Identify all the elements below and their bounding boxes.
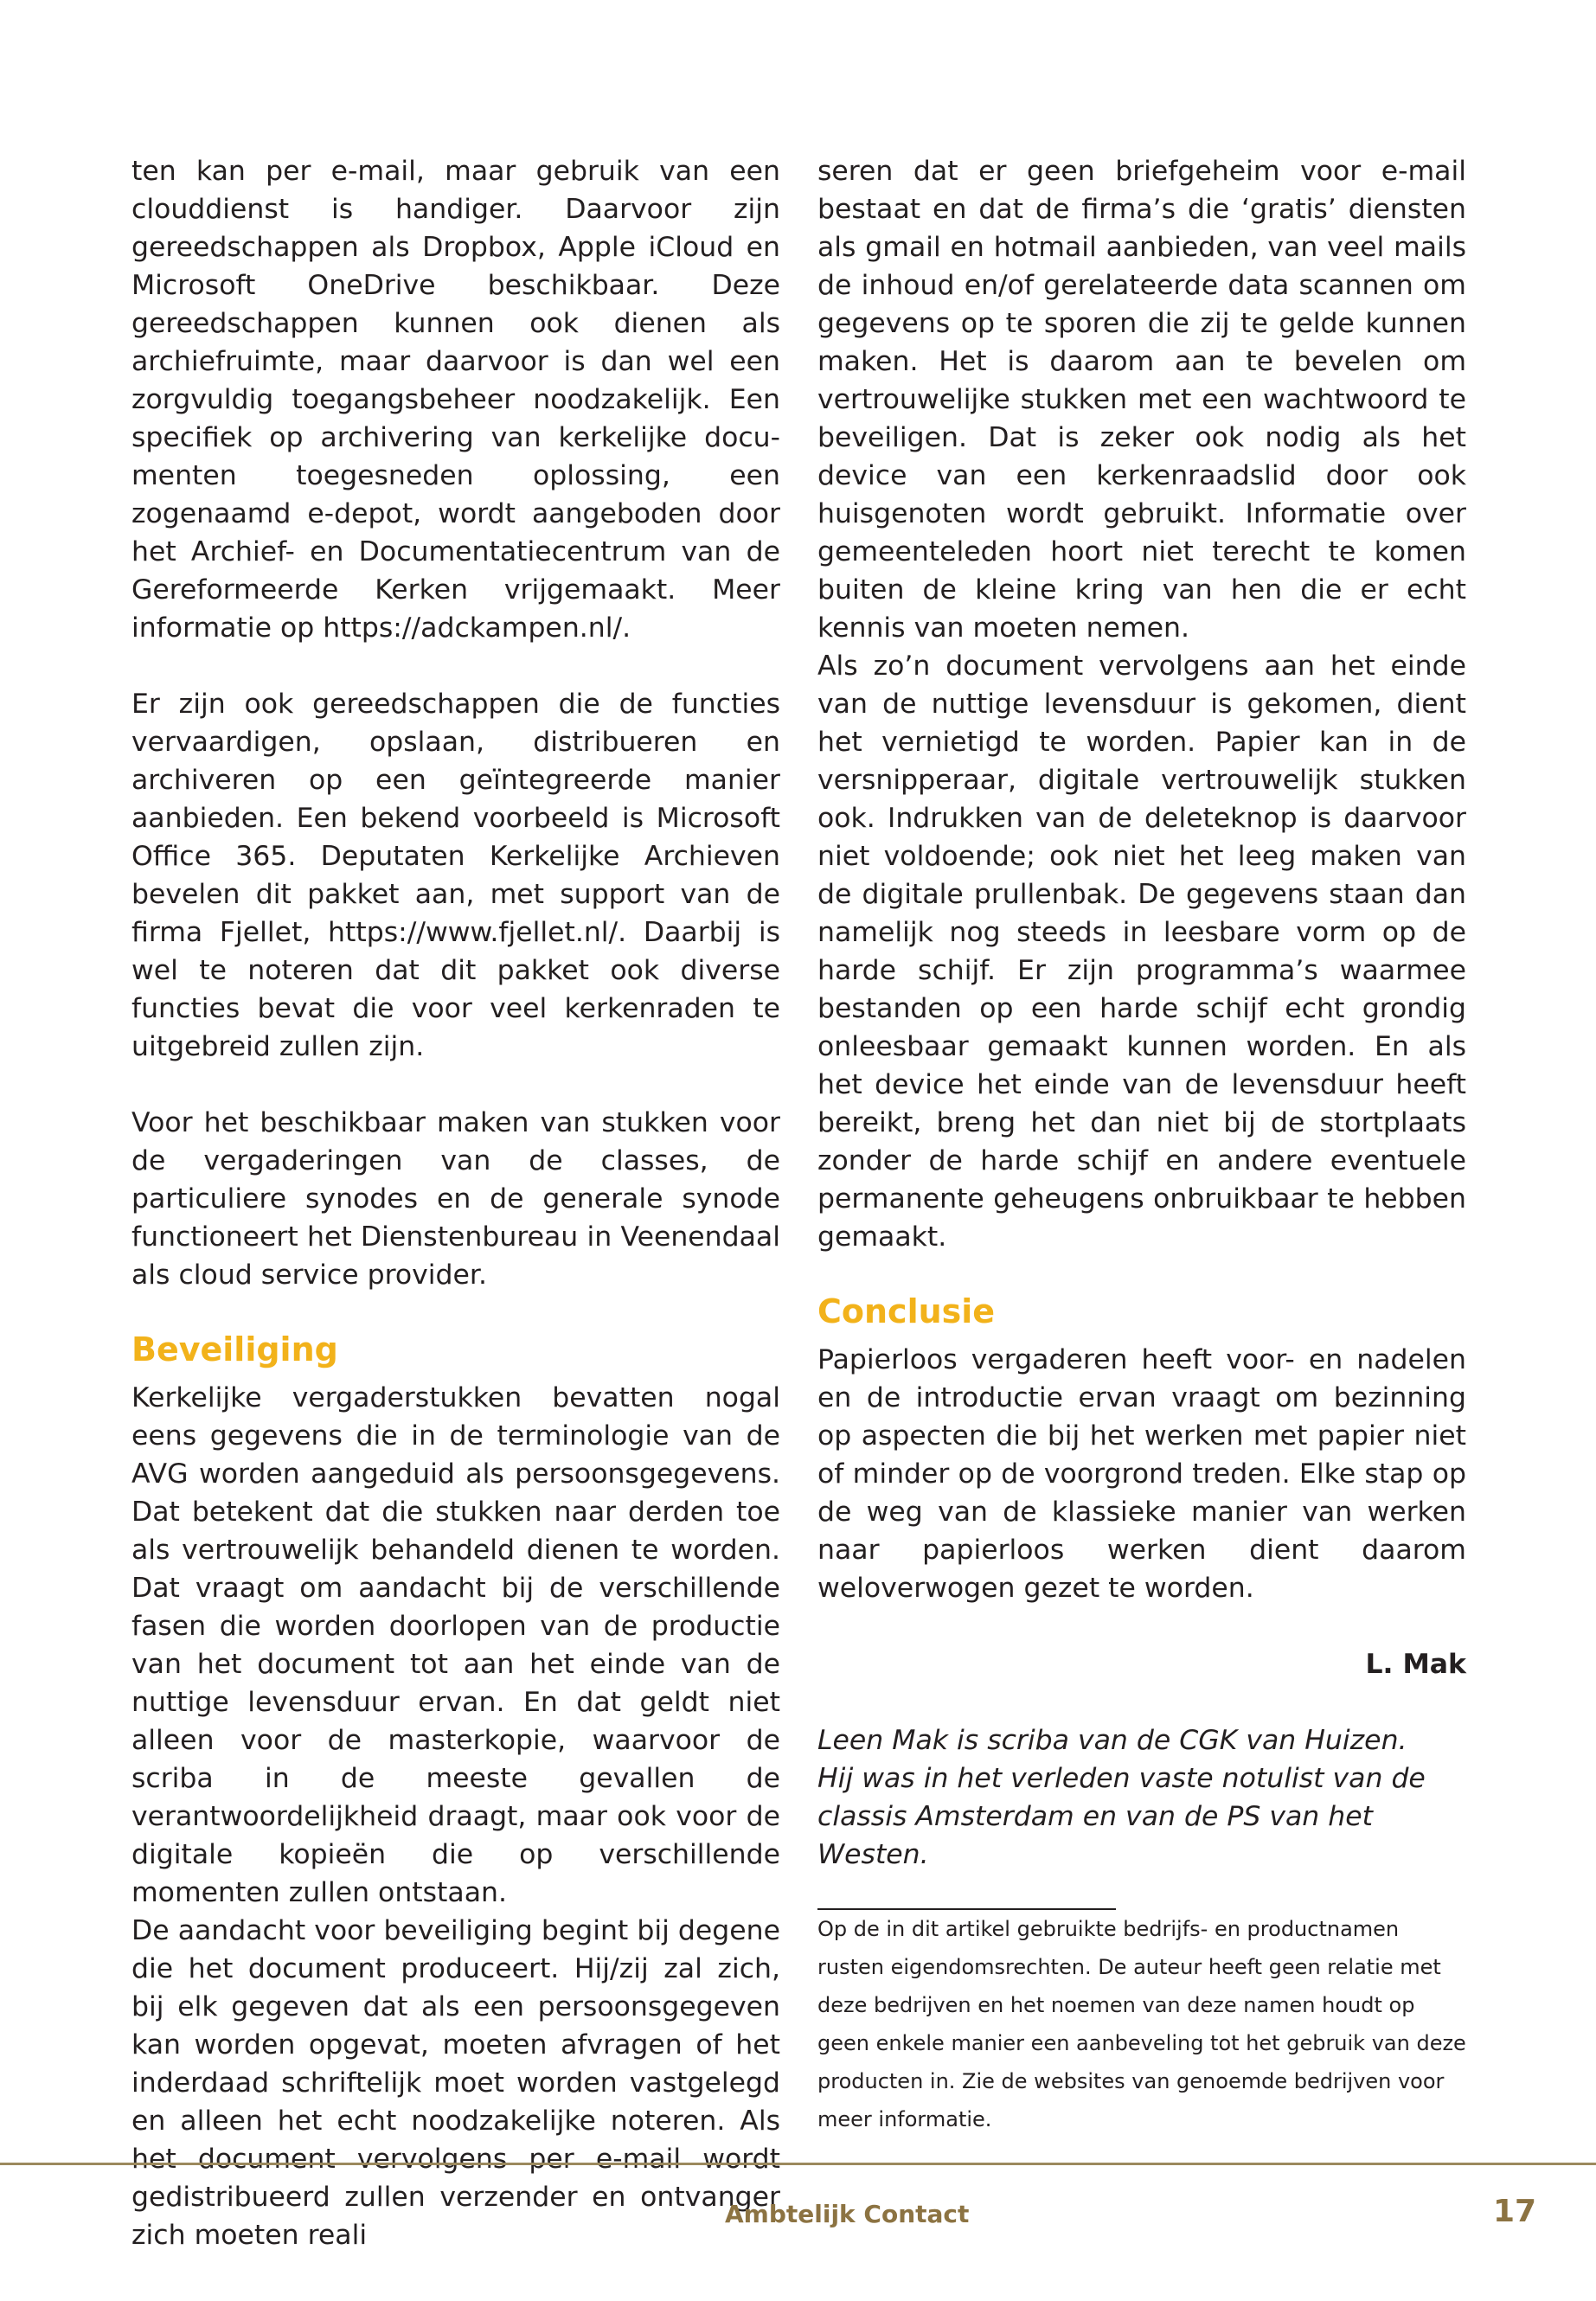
- footnote: Op de in dit artikel gebruikte bedrijfs- en productnamen rusten eigendomsrechten. De auteur heeft geen relatie met deze bedrijven en het noemen van deze namen houdt op geen enkele manier een aanbeveling tot het gebruik van deze producten in. Zie de websites van genoemde bedrijven voor meer informatie.: [817, 1917, 1466, 2131]
- author-bio-line: Hij was in het verleden vaste notulist van de classis Amsterdam en van de PS van het Westen.: [817, 1763, 1426, 1870]
- body-paragraph: Als zo’n document vervolgens aan het einde van de nuttige levensduur is gekomen, dient het vernietigd te worden. Papier kan in de versnipperaar, digitale vertrouwelijk stukken ook. Indrukken van de deleteknop is daarvoor niet voldoende; ook niet het leeg maken van de digitale prullenbak. De gegevens staan dan namelijk nog steeds in leesbare vorm op de harde schijf. Er zijn programma’s waarmee bestanden op een harde schijf echt grondig onleesbaar gemaakt kunnen worden. En als het device het einde van de levensduur heeft bereikt, breng het dan niet bij de stortplaats zonder de harde schijf en andere eventuele permanente geheugens onbruikbaar te hebben gemaakt.: [817, 651, 1466, 1253]
- section-heading-conclusie: Conclusie: [817, 1292, 996, 1330]
- body-paragraph: Voor het beschikbaar maken van stukken voor de vergaderingen van de classes, de particuliere synodes en de generale synode functioneert het Dienstenbureau in Veenendaal als cloud service provider.: [131, 1107, 780, 1291]
- body-paragraph: Kerkelijke vergaderstukken bevatten nogal eens gegevens die in de terminologie van de AVG worden aangeduid als persoonsgegevens. Dat betekent dat die stukken naar derden toe als vertrouwelijk behandeld dienen te worden. Dat vraagt om aandacht bij de verschillende fasen die worden doorlopen van de productie van het document tot aan het einde van de nuttige levensduur ervan. En dat geldt niet alleen voor de masterkopie, waarvoor de scriba in de meeste gevallen de verantwoordelijkheid draagt, maar ook voor de digitale kopieën die op verschillende momenten zullen ontstaan.: [131, 1382, 780, 1908]
- footer-divider: [0, 2163, 1596, 2165]
- left-column: [131, 152, 780, 2254]
- right-column: [817, 152, 1466, 2138]
- body-paragraph: seren dat er geen briefgeheim voor e-mail bestaat en dat de firma’s die ‘gratis’ diensten als gmail en hotmail aanbieden, van veel mails de inhoud en/of gerelateerde data scannen om gegevens op te sporen die zij te gelde kunnen maken. Het is daarom aan te bevelen om vertrouwelijke stukken met een wachtwoord te beveiligen. Dat is zeker ook nodig als het device van een kerkenraadslid door ook huisgenoten wordt gebruikt. Informatie over gemeenteleden hoort niet terecht te komen buiten de kleine kring van hen die er echt kennis van moeten nemen.: [817, 156, 1466, 644]
- section-heading-beveiliging: Beveiliging: [131, 1330, 338, 1368]
- page-number: 17: [1493, 2194, 1537, 2229]
- author-signature: L. Mak: [1365, 1649, 1466, 1680]
- body-paragraph: Er zijn ook gereedschappen die de functies vervaardigen, opslaan, distribueren en archiveren op een geïntegreerde manier aanbieden. Een bekend voorbeeld is Microsoft Office 365. Deputaten Kerkelijke Archieven bevelen dit pakket aan, met support van de firma Fjellet, https://www.fjellet.nl/. Daarbij is wel te noteren dat dit pakket ook diverse functies bevat die voor veel kerkenraden te uitgebreid zullen zijn.: [131, 689, 780, 1062]
- body-paragraph: Papierloos vergaderen heeft voor- en nadelen en de introductie ervan vraagt om bezinning op aspecten die bij het werken met papier niet of minder op de voorgrond treden. Elke stap op de weg van de klassieke manier van werken naar papierloos werken dient daarom weloverwogen gezet te worden.: [817, 1344, 1466, 1604]
- body-paragraph: ten kan per e-mail, maar gebruik van een clouddienst is handiger. Daarvoor zijn gereedschappen als Dropbox, Apple iCloud en Microsoft OneDrive beschikbaar. Deze gereedschappen kunnen ook dienen als archiefruimte, maar daarvoor is dan wel een zorgvuldig toegangsbeheer noodzakelijk. Een specifiek op archivering van kerkelijke documenten toegesneden oplossing, een zogenaamd e-depot, wordt aangeboden door het Archief- en Documentatiecentrum van de Gereformeerde Kerken vrijgemaakt. Meer informatie op https://adckampen.nl/.: [131, 156, 780, 644]
- publication-title: Ambtelijk Contact: [725, 2200, 970, 2228]
- author-bio-line: Leen Mak is scriba van de CGK van Huizen.: [817, 1725, 1407, 1756]
- body-paragraph: De aandacht voor beveiliging begint bij degene die het document produceert. Hij/zij zal zich, bij elk gegeven dat als een persoonsgegeven kan worden opgevat, moeten afvragen of het inderdaad schriftelijk moet worden vastgelegd en alleen het echt noodzakelijke noteren. Als het document vervolgens per e-mail wordt gedistribueerd zullen verzender en ontvanger zich moeten reali: [131, 1915, 780, 2251]
